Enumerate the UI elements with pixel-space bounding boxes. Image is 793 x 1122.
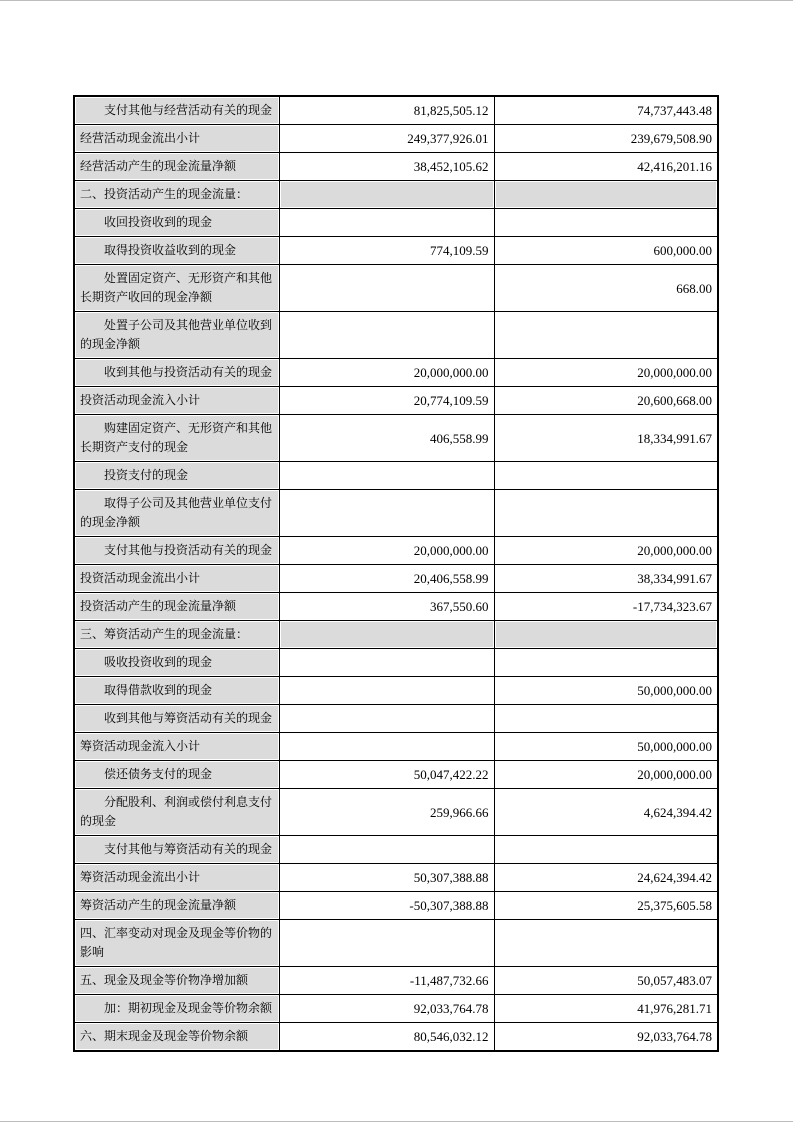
amount-cell-col2: 20,000,000.00 xyxy=(494,359,718,387)
row-label-cell: 分配股利、利润或偿付利息支付的现金 xyxy=(74,789,279,836)
table-row xyxy=(74,621,718,649)
table-row xyxy=(74,359,718,387)
table-row xyxy=(74,892,718,920)
amount-cell-col1 xyxy=(279,705,494,733)
amount-cell-col1: 80,546,032.12 xyxy=(279,1023,494,1052)
amount-cell-col1 xyxy=(279,733,494,761)
amount-cell-col1: 81,825,505.12 xyxy=(279,96,494,125)
amount-cell-col1: 249,377,926.01 xyxy=(279,125,494,153)
amount-cell-col1: 406,558.99 xyxy=(279,415,494,462)
row-label-cell: 吸收投资收到的现金 xyxy=(74,649,279,677)
amount-cell-col2 xyxy=(494,312,718,359)
row-label-cell: 收到其他与投资活动有关的现金 xyxy=(74,359,279,387)
table-row xyxy=(74,153,718,181)
amount-cell-col2: 38,334,991.67 xyxy=(494,565,718,593)
row-label-cell: 取得借款收到的现金 xyxy=(74,677,279,705)
amount-cell-col1: 20,774,109.59 xyxy=(279,387,494,415)
table-row xyxy=(74,1023,718,1052)
cash-flow-table-body xyxy=(74,96,718,1051)
row-label-cell: 二、投资活动产生的现金流量： xyxy=(74,181,279,209)
amount-cell-col1: 38,452,105.62 xyxy=(279,153,494,181)
table-row xyxy=(74,209,718,237)
table-row xyxy=(74,237,718,265)
amount-cell-col1: 50,307,388.88 xyxy=(279,864,494,892)
table-row xyxy=(74,967,718,995)
row-label-cell: 取得投资收益收到的现金 xyxy=(74,237,279,265)
amount-cell-col2 xyxy=(494,649,718,677)
amount-cell-col2 xyxy=(494,621,718,649)
row-label-cell: 处置子公司及其他营业单位收到的现金净额 xyxy=(74,312,279,359)
amount-cell-col2 xyxy=(494,920,718,967)
table-row xyxy=(74,677,718,705)
table-row xyxy=(74,789,718,836)
amount-cell-col2 xyxy=(494,462,718,490)
amount-cell-col1: 20,000,000.00 xyxy=(279,537,494,565)
amount-cell-col2 xyxy=(494,490,718,537)
row-label-cell: 投资活动产生的现金流量净额 xyxy=(74,593,279,621)
amount-cell-col1 xyxy=(279,649,494,677)
row-label-cell: 支付其他与经营活动有关的现金 xyxy=(74,96,279,125)
amount-cell-col2 xyxy=(494,705,718,733)
amount-cell-col1 xyxy=(279,677,494,705)
amount-cell-col1: 92,033,764.78 xyxy=(279,995,494,1023)
table-row xyxy=(74,733,718,761)
amount-cell-col2: 92,033,764.78 xyxy=(494,1023,718,1052)
row-label-cell: 投资活动现金流出小计 xyxy=(74,565,279,593)
amount-cell-col1 xyxy=(279,920,494,967)
row-label-cell: 支付其他与投资活动有关的现金 xyxy=(74,537,279,565)
amount-cell-col1 xyxy=(279,209,494,237)
row-label-cell: 处置固定资产、无形资产和其他长期资产收回的现金净额 xyxy=(74,265,279,312)
table-row xyxy=(74,265,718,312)
row-label-cell: 加：期初现金及现金等价物余额 xyxy=(74,995,279,1023)
amount-cell-col1 xyxy=(279,265,494,312)
amount-cell-col1: 50,047,422.22 xyxy=(279,761,494,789)
row-label-cell: 六、期末现金及现金等价物余额 xyxy=(74,1023,279,1052)
amount-cell-col1: 367,550.60 xyxy=(279,593,494,621)
amount-cell-col2: 50,000,000.00 xyxy=(494,733,718,761)
page-top-edge-line xyxy=(0,0,793,1)
row-label-cell: 三、筹资活动产生的现金流量： xyxy=(74,621,279,649)
table-row xyxy=(74,920,718,967)
amount-cell-col2: 42,416,201.16 xyxy=(494,153,718,181)
amount-cell-col1: -11,487,732.66 xyxy=(279,967,494,995)
row-label-cell: 支付其他与筹资活动有关的现金 xyxy=(74,836,279,864)
amount-cell-col1: 774,109.59 xyxy=(279,237,494,265)
table-row xyxy=(74,490,718,537)
row-label-cell: 筹资活动现金流出小计 xyxy=(74,864,279,892)
row-label-cell: 投资支付的现金 xyxy=(74,462,279,490)
table-row xyxy=(74,705,718,733)
amount-cell-col1 xyxy=(279,181,494,209)
amount-cell-col2: 600,000.00 xyxy=(494,237,718,265)
amount-cell-col2: -17,734,323.67 xyxy=(494,593,718,621)
amount-cell-col2: 25,375,605.58 xyxy=(494,892,718,920)
amount-cell-col2 xyxy=(494,181,718,209)
amount-cell-col2: 20,600,668.00 xyxy=(494,387,718,415)
row-label-cell: 经营活动现金流出小计 xyxy=(74,125,279,153)
row-label-cell: 四、汇率变动对现金及现金等价物的影响 xyxy=(74,920,279,967)
row-label-cell: 筹资活动产生的现金流量净额 xyxy=(74,892,279,920)
amount-cell-col2: 41,976,281.71 xyxy=(494,995,718,1023)
table-row xyxy=(74,181,718,209)
amount-cell-col2: 20,000,000.00 xyxy=(494,761,718,789)
table-row xyxy=(74,462,718,490)
table-row xyxy=(74,864,718,892)
row-label-cell: 偿还债务支付的现金 xyxy=(74,761,279,789)
row-label-cell: 五、现金及现金等价物净增加额 xyxy=(74,967,279,995)
row-label-cell: 收到其他与筹资活动有关的现金 xyxy=(74,705,279,733)
cash-flow-table xyxy=(73,95,719,1052)
amount-cell-col2 xyxy=(494,836,718,864)
amount-cell-col2: 50,000,000.00 xyxy=(494,677,718,705)
amount-cell-col1: 20,406,558.99 xyxy=(279,565,494,593)
table-row xyxy=(74,415,718,462)
amount-cell-col1: 20,000,000.00 xyxy=(279,359,494,387)
amount-cell-col1 xyxy=(279,312,494,359)
table-row xyxy=(74,649,718,677)
table-row xyxy=(74,995,718,1023)
amount-cell-col2 xyxy=(494,209,718,237)
row-label-cell: 投资活动现金流入小计 xyxy=(74,387,279,415)
amount-cell-col2: 20,000,000.00 xyxy=(494,537,718,565)
row-label-cell: 收回投资收到的现金 xyxy=(74,209,279,237)
table-row xyxy=(74,593,718,621)
amount-cell-col2: 74,737,443.48 xyxy=(494,96,718,125)
table-row xyxy=(74,387,718,415)
amount-cell-col1 xyxy=(279,836,494,864)
amount-cell-col2: 239,679,508.90 xyxy=(494,125,718,153)
amount-cell-col1: 259,966.66 xyxy=(279,789,494,836)
row-label-cell: 购建固定资产、无形资产和其他长期资产支付的现金 xyxy=(74,415,279,462)
amount-cell-col2: 4,624,394.42 xyxy=(494,789,718,836)
amount-cell-col2: 50,057,483.07 xyxy=(494,967,718,995)
amount-cell-col1 xyxy=(279,462,494,490)
amount-cell-col2: 18,334,991.67 xyxy=(494,415,718,462)
amount-cell-col2: 668.00 xyxy=(494,265,718,312)
table-row xyxy=(74,761,718,789)
amount-cell-col1 xyxy=(279,621,494,649)
table-row xyxy=(74,537,718,565)
table-row xyxy=(74,836,718,864)
amount-cell-col1 xyxy=(279,490,494,537)
table-row xyxy=(74,312,718,359)
table-row xyxy=(74,565,718,593)
row-label-cell: 筹资活动现金流入小计 xyxy=(74,733,279,761)
amount-cell-col2: 24,624,394.42 xyxy=(494,864,718,892)
table-row xyxy=(74,96,718,125)
row-label-cell: 经营活动产生的现金流量净额 xyxy=(74,153,279,181)
table-row xyxy=(74,125,718,153)
amount-cell-col1: -50,307,388.88 xyxy=(279,892,494,920)
row-label-cell: 取得子公司及其他营业单位支付的现金净额 xyxy=(74,490,279,537)
